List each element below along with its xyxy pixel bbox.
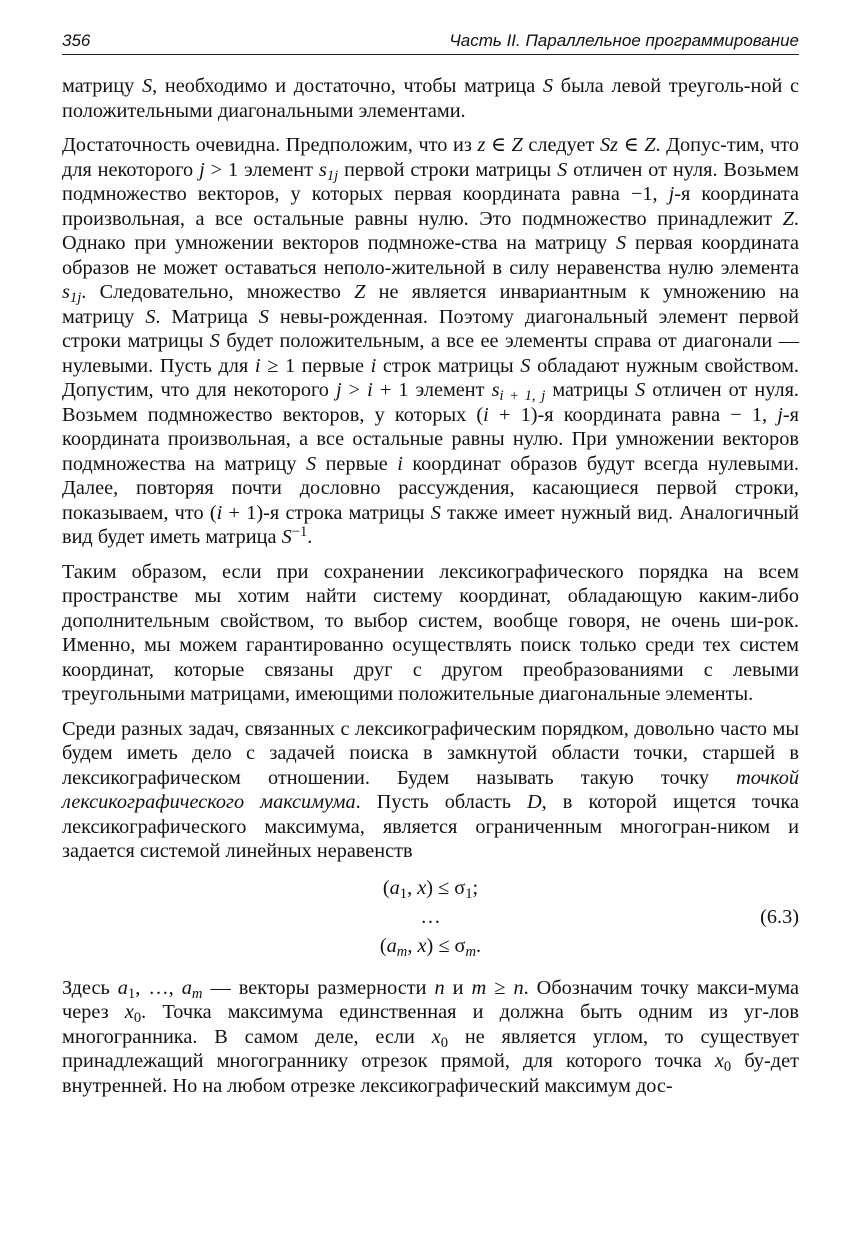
text: была левой треуголь-ной с положительными диагональными элементами. <box>62 75 800 122</box>
text: ) ≤ σ <box>426 876 466 899</box>
text: ≥ 1 первые <box>260 354 371 377</box>
math-var: i <box>367 379 373 401</box>
math-var: x <box>417 934 427 957</box>
math-var: s <box>62 281 70 303</box>
paragraph-3: Таким образом, если при сохранении лексикографического порядка на всем пространстве мы хотим найти систему координат, обладающую каким-либо дополнительным свойством, то выбор систем, вообще говоря, не очень ши-рок. Именно, мы можем гарантированно осуществлять поиск только среди тех систем координат, которые связаны друг с другом преобразованиями с левыми треугольными матрицами, имеющими положительные диагональные элементы. <box>62 560 799 705</box>
page-number: 356 <box>62 31 91 50</box>
text: . Пусть область <box>355 791 528 813</box>
page-body <box>62 74 799 1108</box>
text: также имеет нужный вид. Аналогичный вид будет иметь матрица <box>62 501 799 548</box>
math-var: i <box>483 403 489 426</box>
math-var: j <box>777 403 783 426</box>
math-subscript: 0 <box>440 1034 449 1051</box>
text: + 1)-я координата равна − 1, <box>488 403 778 426</box>
text: -я координата произвольная, а все остальные равны нулю. При умножении векторов подмножества на матрицу <box>62 403 799 475</box>
math-var: Z <box>782 207 794 230</box>
text: . <box>476 934 482 957</box>
page-header <box>62 28 799 55</box>
text: Здесь <box>62 976 118 999</box>
text: . <box>307 526 313 548</box>
math-subscript: 1 <box>399 885 408 902</box>
text: первая координата образов не может оставаться неполо-жительной в силу неравенства нулю элемента <box>62 232 799 279</box>
math-superscript: −1 <box>291 523 308 540</box>
math-var: n <box>434 976 445 999</box>
running-title: Часть II. Параллельное программирование <box>449 31 799 50</box>
math-var: S <box>430 501 441 524</box>
text: следует <box>522 134 600 156</box>
math-subscript: m <box>465 943 477 960</box>
equation-line-1 <box>62 876 799 900</box>
math-var: n <box>513 976 524 999</box>
math-var: D <box>527 791 542 813</box>
math-subscript: 1j <box>326 167 339 184</box>
math-var: S <box>616 232 627 254</box>
math-var: S <box>542 75 554 97</box>
text: будет положительным, а все ее элементы справа от диагонали — нулевыми. Пусть для <box>62 330 799 377</box>
math-var: s <box>318 158 327 181</box>
math-subscript: m <box>191 985 203 1002</box>
text: + 1)-я строка матрицы <box>222 501 431 524</box>
text: координат образов будут всегда нулевыми. Далее, повторяя почти дословно рассуждения, касающиеся первой строки, показываем, что ( <box>62 452 799 524</box>
math-subscript: 0 <box>133 1010 142 1027</box>
math-var: S <box>305 452 317 475</box>
math-var: S <box>209 330 220 352</box>
text: матрицу <box>62 75 142 97</box>
text: > <box>341 379 368 401</box>
text: ∈ <box>485 134 512 156</box>
text: отличен от нуля. Возьмем подмножество векторов, у которых ( <box>62 379 800 426</box>
text: матрицы <box>545 379 636 401</box>
math-var: a <box>117 976 128 999</box>
math-var: z <box>477 134 486 156</box>
text: > 1 элемент <box>204 158 319 181</box>
math-var: j <box>668 183 675 205</box>
equation-number: (6.3) <box>760 905 799 928</box>
text: ( <box>379 934 387 957</box>
math-subscript: 1 <box>127 985 136 1002</box>
text: , <box>407 934 418 957</box>
math-var: m <box>471 976 487 999</box>
math-var: j <box>199 158 205 181</box>
math-var: a <box>386 934 397 957</box>
math-var: i <box>254 354 261 377</box>
math-var: i <box>370 354 377 377</box>
text: не является инвариантным к умножению на матрицу <box>62 281 799 328</box>
math-var: Z <box>644 134 656 156</box>
text: и <box>444 976 472 999</box>
math-var: S <box>281 526 292 548</box>
math-var: S <box>145 305 156 328</box>
math-subscript: i + 1, j <box>499 388 546 405</box>
math-subscript: 1j <box>69 290 82 307</box>
text: , <box>407 876 418 899</box>
math-var: S <box>557 158 568 181</box>
text: . Следовательно, множество <box>81 281 355 303</box>
math-var: Z <box>511 134 523 156</box>
math-var: x <box>431 1025 441 1048</box>
text: Среди разных задач, связанных с лексикографическим порядком, довольно часто мы будем иметь дело с задачей поиска в замкнутой области точки, старшей в лексикографическом отношении. Будем называть такую точку <box>62 717 799 789</box>
math-var: Z <box>354 281 366 303</box>
text: ≥ <box>486 976 514 999</box>
math-var: x <box>714 1050 724 1072</box>
text: . Допус-тим, что для некоторого <box>62 134 800 181</box>
math-subscript: 1 <box>465 885 473 902</box>
defined-term: точкой лексикографического максимума <box>62 766 799 813</box>
math-var: S <box>141 75 153 97</box>
text: не является углом, то существует принадлежащий многограннику отрезок прямой, для которого точка <box>62 1025 799 1072</box>
paragraph-1 <box>62 74 799 123</box>
math-var: S <box>635 379 646 401</box>
text: первой строки матрицы <box>338 158 558 181</box>
text: , в которой ищется точка лексикографического максимума, является ограниченным многогран-ником и задается системой линейных неравенств <box>62 791 800 862</box>
text: отличен от нуля. Возьмем подмножество векторов, у которых первая координата равна −1, <box>62 158 800 205</box>
text: первые <box>316 452 398 475</box>
math-subscript: 0 <box>723 1059 732 1076</box>
text: невы-рожденная. Поэтому диагональный элемент первой строки матрицы <box>62 305 800 352</box>
text: + 1 элемент <box>372 379 492 401</box>
math-var: s <box>491 379 500 401</box>
text: ; <box>472 876 479 899</box>
math-var: i <box>216 501 223 524</box>
text: , …, <box>135 976 182 999</box>
text: строк матрицы <box>376 354 521 377</box>
math-var: x <box>124 1001 134 1023</box>
equation-line-m <box>62 934 799 958</box>
math-var: S <box>520 354 531 377</box>
text: . Матрица <box>155 305 259 328</box>
paragraph-5 <box>62 976 799 1099</box>
text: . Однако при умножении векторов подмноже-ства на матрицу <box>62 207 799 254</box>
math-var: S <box>258 305 269 328</box>
paragraph-4 <box>62 717 799 864</box>
equation-ellipsis: … <box>420 905 441 928</box>
text: . Точка максимума единственная и должна быть одним из уг-лов многогранника. В самом деле, если <box>62 1001 799 1048</box>
text: ( <box>382 876 390 899</box>
math-var: j <box>335 379 342 401</box>
text: обладают нужным свойством. Допустим, что для некоторого <box>62 354 799 401</box>
text: бу-дет внутренней. Но на любом отрезке лексикографический максимум дос- <box>62 1050 799 1097</box>
text: -я координата произвольная, а все остальные равны нулю. Это подмножество принадлежит <box>62 183 800 230</box>
text: ) ≤ σ <box>426 934 466 957</box>
text: . Обозначим точку макси-мума через <box>62 976 799 1023</box>
paragraph-2 <box>62 133 799 550</box>
text: — векторы размерности <box>202 976 435 999</box>
math-var: a <box>389 876 400 899</box>
math-subscript: m <box>396 943 408 960</box>
math-var: Sz <box>599 134 618 156</box>
math-var: x <box>417 876 427 899</box>
math-var: a <box>181 976 192 999</box>
text: Достаточность очевидна. Предположим, что из <box>62 134 478 156</box>
text: ∈ <box>617 134 645 156</box>
text: , необходимо и достаточно, чтобы матрица <box>152 75 543 97</box>
math-var: i <box>397 452 403 475</box>
equation-6-3 <box>62 874 799 966</box>
